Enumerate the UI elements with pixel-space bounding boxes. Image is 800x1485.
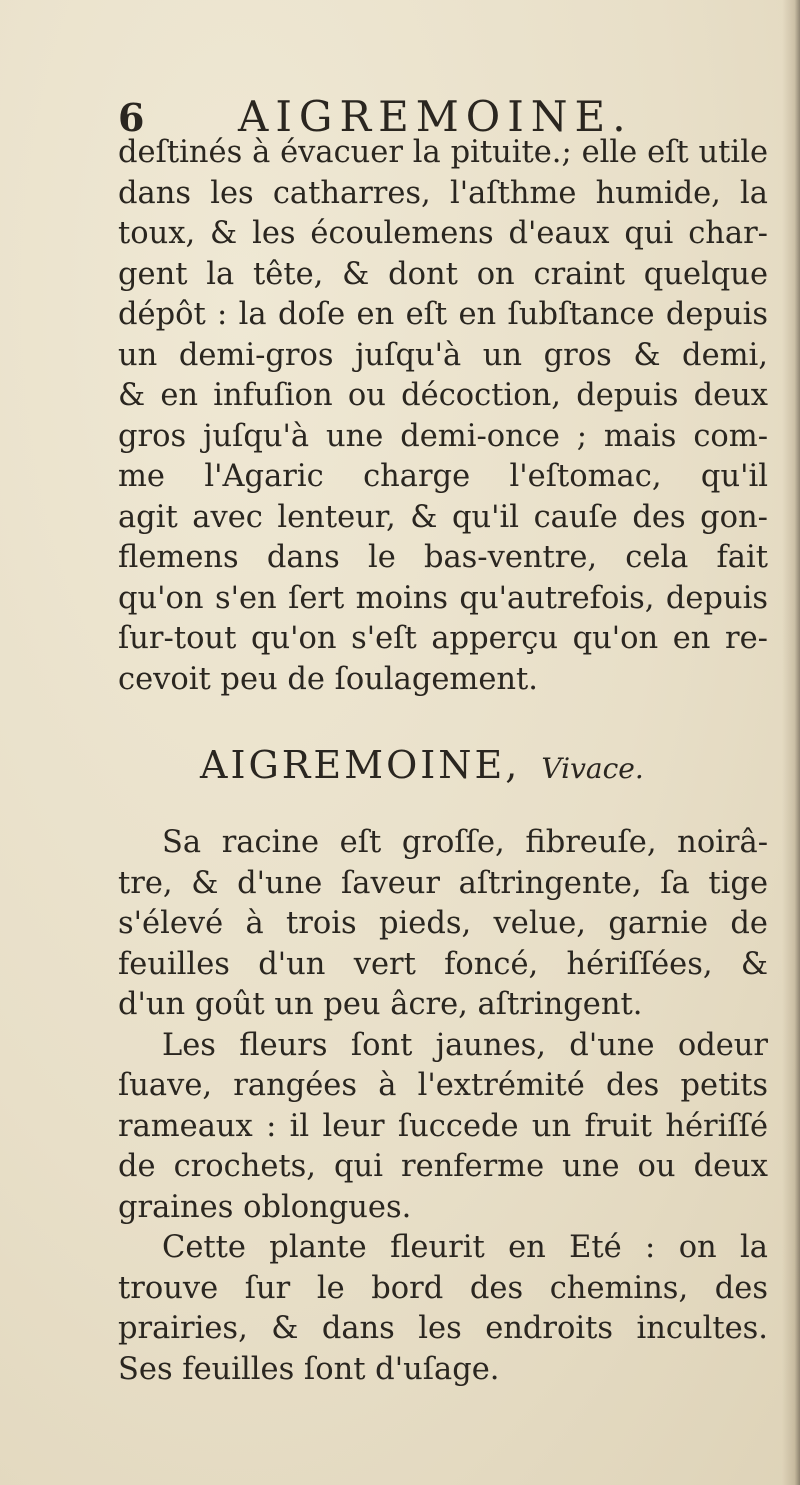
text-line: gros juſqu'à une demi-once ; mais com- [118,418,768,454]
text-line: Ses feuilles ſont d'uſage. [118,1351,500,1387]
text-line: qu'on s'en ſert moins qu'autrefois, depuis [118,580,768,616]
text-line: Sa racine eſt groſſe, fibreuſe, noirâ- [162,825,768,860]
text-line: trouve ſur le bord des chemins, des [118,1270,768,1306]
text-line: rameaux : il leur ſuccede un fruit hériſſé [118,1108,768,1144]
text-line: flemens dans le bas-ventre, cela fait [118,540,768,575]
section-body [118,823,768,1390]
text-line: Les fleurs ſont jaunes, d'une odeur [162,1027,768,1063]
running-title: AIGREMOINE. [238,92,633,141]
section-heading [200,742,740,792]
text-line: toux, & les écoulemens d'eaux qui char- [118,216,768,251]
text-line: gent la tête, & dont on craint quelque [118,256,768,292]
text-line: graines oblongues. [118,1189,412,1225]
text-line: dépôt : la doſe en eſt en ſubſtance depuis [118,297,768,332]
text-line: dans les catharres, l'aſthme humide, la [118,175,768,211]
text-line: agit avec lenteur, & qu'il cauſe des gon- [118,499,768,535]
text-line: tre, & d'une ſaveur aſtringente, ſa tige [118,865,768,901]
section-subtitle: Vivace. [541,752,644,785]
text-line: de crochets, qui renferme une ou deux [118,1149,768,1184]
text-line: & en infuſion ou décoction, depuis deux [118,378,768,413]
page-number: 6 [118,95,145,140]
page-edge-shadow [782,0,800,1485]
text-line: s'élevé à trois pieds, velue, garnie de [118,906,768,941]
text-line: cevoit peu de ſoulagement. [118,661,538,697]
text-line: Cette plante fleurit en Eté : on la [162,1230,768,1265]
text-line: feuilles d'un vert foncé, hériſſées, & [118,946,768,982]
text-line: d'un goût un peu âcre, aſtringent. [118,987,643,1022]
text-line: un demi-gros juſqu'à un gros & demi, [118,337,768,373]
text-line: prairies, & dans les endroits incultes. [118,1311,768,1346]
text-line: deſtinés à évacuer la pituite.; elle eſt utile [118,135,768,170]
section-title: AIGREMOINE, [200,743,521,787]
text-line: me l'Agaric charge l'eſtomac, qu'il [118,459,768,494]
text-line: ſuave, rangées à l'extrémité des petits [118,1068,768,1103]
text-line: ſur-tout qu'on s'eſt apperçu qu'on en re- [118,621,768,656]
paragraph-continuation [118,133,768,700]
